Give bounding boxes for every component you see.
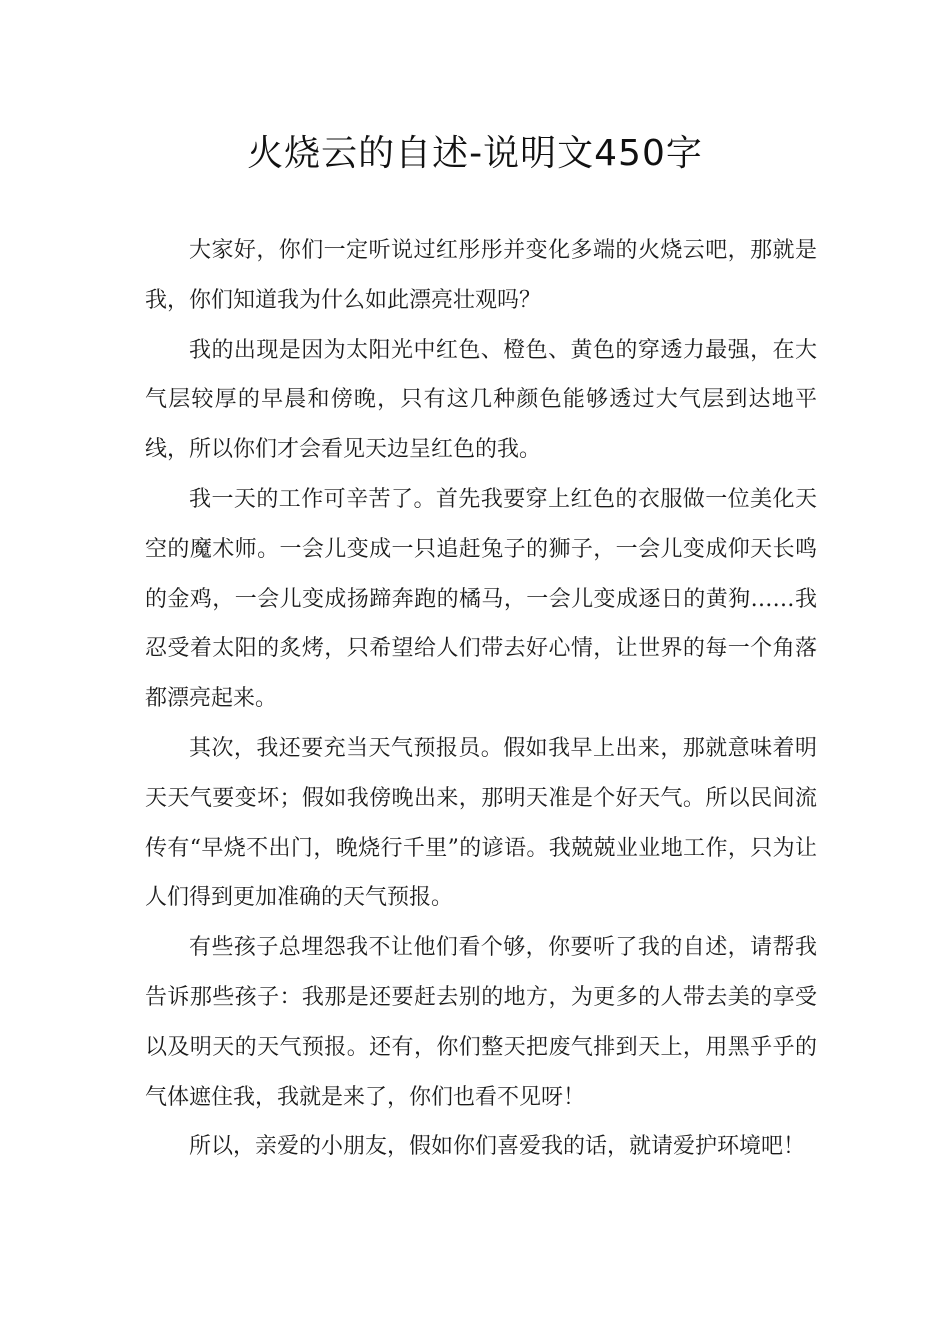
paragraph-forecast: 其次，我还要充当天气预报员。假如我早上出来，那就意味着明天天气要变坏；假如我傍晚出来，那明天准是个好天气。所以民间流传有“早烧不出门，晚烧行千里”的谚语。我兢兢业业地工作，只为让人们得到更加准确的天气预报。 xyxy=(145,735,817,911)
paragraph-cause: 我的出现是因为太阳光中红色、橙色、黄色的穿透力最强，在大气层较厚的早晨和傍晚，只有这几种颜色能够透过大气层到达地平线，所以你们才会看见天边呈红色的我。 xyxy=(145,337,817,463)
paragraph-intro: 大家好，你们一定听说过红彤彤并变化多端的火烧云吧，那就是我，你们知道我为什么如此漂亮壮观吗？ xyxy=(145,238,817,313)
paragraph-children: 有些孩子总埋怨我不让他们看个够，你要听了我的自述，请帮我告诉那些孩子：我那是还要赶去别的地方，为更多的人带去美的享受以及明天的天气预报。还有，你们整天把废气排到天上，用黑乎乎的气体遮住我，我就是来了，你们也看不见呀！ xyxy=(145,935,817,1110)
document-title: 火烧云的自述-说明文450字 xyxy=(247,133,703,174)
document-body xyxy=(145,226,817,1172)
paragraph-work: 我一天的工作可辛苦了。首先我要穿上红色的衣服做一位美化天空的魔术师。一会儿变成一只追赶兔子的狮子，一会儿变成仰天长鸣的金鸡，一会儿变成扬蹄奔跑的橘马，一会儿变成逐日的黄狗……我忍受着太阳的炙烤，只希望给人们带去好心情，让世界的每一个角落都漂亮起来。 xyxy=(145,486,817,712)
paragraph-conclusion: 所以，亲爱的小朋友，假如你们喜爱我的话，就请爱护环境吧！ xyxy=(189,1134,806,1160)
